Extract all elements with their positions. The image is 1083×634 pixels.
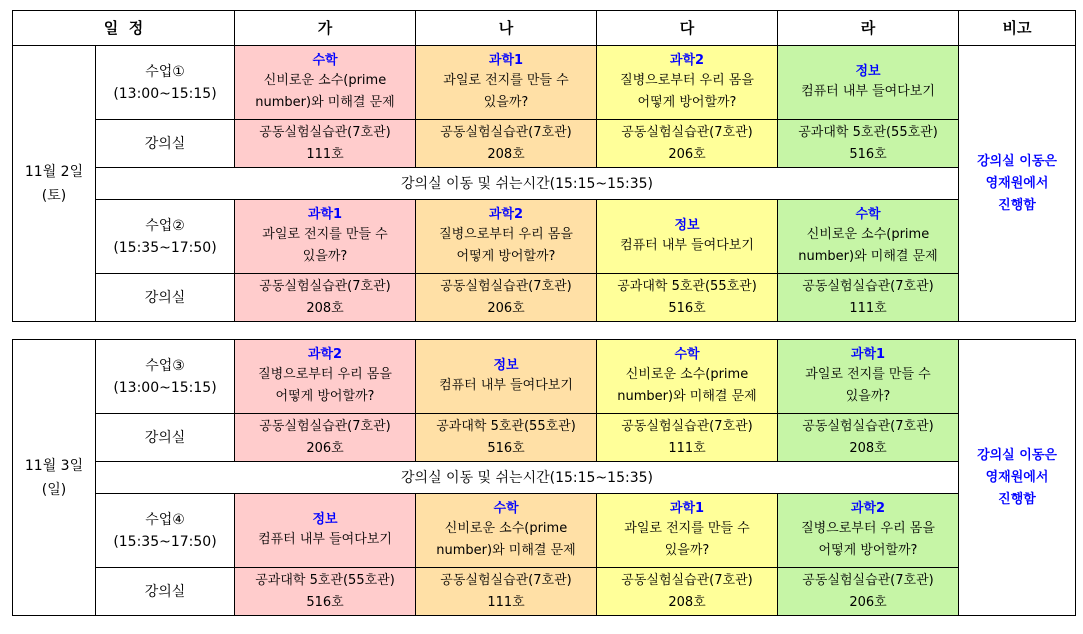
room-cell — [597, 414, 778, 462]
session-name: 수업① — [145, 63, 185, 80]
topic-line: 질병으로부터 우리 몸을 — [620, 73, 754, 88]
room-label: 강의실 — [96, 274, 235, 322]
topic-line: 신비로운 소수(prime — [625, 367, 749, 382]
class-cell — [416, 46, 597, 120]
session-row — [13, 340, 1076, 414]
session-name: 수업③ — [145, 357, 185, 374]
note-line: 영재원에서 — [985, 469, 1049, 485]
weekday-text: (일) — [41, 481, 67, 498]
date-cell — [13, 46, 96, 322]
note-cell — [959, 340, 1076, 616]
header-na: 나 — [416, 11, 597, 46]
room-number: 516호 — [487, 440, 525, 456]
session-name: 수업② — [145, 217, 185, 234]
topic-line: 있을까? — [302, 249, 348, 264]
class-cell — [597, 46, 778, 120]
session-row — [13, 46, 1076, 120]
topic-line: 질병으로부터 우리 몸을 — [258, 367, 392, 382]
topic-line: 컴퓨터 내부 들여다보기 — [620, 238, 754, 253]
room-building: 공동실험실습관(7호관) — [440, 572, 572, 588]
room-row — [13, 568, 1076, 616]
room-building: 공동실험실습관(7호관) — [440, 278, 572, 294]
room-number: 208호 — [306, 300, 344, 316]
class-cell — [778, 46, 959, 120]
topic-line: 질병으로부터 우리 몸을 — [801, 521, 935, 536]
break-row — [13, 168, 1076, 200]
topic-line: 과일로 전지를 만들 수 — [805, 367, 931, 382]
topic-line: 신비로운 소수(prime — [444, 521, 568, 536]
session-label — [96, 200, 235, 274]
room-building: 공동실험실습관(7호관) — [802, 278, 934, 294]
room-cell — [416, 414, 597, 462]
session-label — [96, 340, 235, 414]
room-building: 공동실험실습관(7호관) — [621, 572, 753, 588]
room-label: 강의실 — [96, 568, 235, 616]
room-building: 공동실험실습관(7호관) — [621, 418, 753, 434]
subject: 과학2 — [669, 53, 705, 68]
room-label: 강의실 — [96, 120, 235, 168]
room-cell — [597, 120, 778, 168]
room-cell — [416, 120, 597, 168]
room-number: 206호 — [668, 146, 706, 162]
topic-line: 컴퓨터 내부 들여다보기 — [801, 84, 935, 99]
class-cell — [416, 340, 597, 414]
class-cell — [416, 200, 597, 274]
class-cell — [597, 340, 778, 414]
room-cell — [597, 568, 778, 616]
topic-line: 과일로 전지를 만들 수 — [443, 73, 569, 88]
topic-line: 신비로운 소수(prime — [806, 227, 930, 242]
subject: 정보 — [855, 64, 881, 79]
class-cell — [778, 340, 959, 414]
subject: 과학1 — [669, 501, 705, 516]
schedule-table-day2 — [12, 339, 1076, 616]
session-name: 수업④ — [145, 511, 185, 528]
header-row — [13, 11, 1076, 46]
class-cell — [235, 46, 416, 120]
room-number: 111호 — [849, 300, 887, 316]
room-row — [13, 120, 1076, 168]
topic-line: 과일로 전지를 만들 수 — [262, 227, 388, 242]
room-building: 공동실험실습관(7호관) — [259, 278, 391, 294]
session-label — [96, 46, 235, 120]
subject: 정보 — [674, 218, 700, 233]
class-cell — [235, 340, 416, 414]
note-line: 강의실 이동은 — [977, 447, 1057, 463]
class-cell — [597, 200, 778, 274]
topic-line: 과일로 전지를 만들 수 — [624, 521, 750, 536]
room-number: 208호 — [487, 146, 525, 162]
topic-line: 어떻게 방어할까? — [275, 389, 375, 404]
topic-line: 어떻게 방어할까? — [456, 249, 556, 264]
topic-line: 컴퓨터 내부 들여다보기 — [439, 378, 573, 393]
room-cell — [597, 274, 778, 322]
subject: 정보 — [493, 358, 519, 373]
session-row — [13, 200, 1076, 274]
header-ra: 라 — [778, 11, 959, 46]
note-line: 진행함 — [998, 491, 1036, 507]
subject: 과학1 — [850, 347, 886, 362]
room-number: 111호 — [668, 440, 706, 456]
topic-line: 어떻게 방어할까? — [818, 543, 918, 558]
class-cell — [778, 494, 959, 568]
room-number: 208호 — [668, 594, 706, 610]
topic-line: 질병으로부터 우리 몸을 — [439, 227, 573, 242]
room-number: 206호 — [306, 440, 344, 456]
header-schedule: 일 정 — [13, 11, 235, 46]
subject: 수학 — [312, 53, 338, 68]
room-cell — [235, 120, 416, 168]
subject: 과학2 — [307, 347, 343, 362]
room-building: 공동실험실습관(7호관) — [259, 418, 391, 434]
subject: 수학 — [493, 501, 519, 516]
room-number: 516호 — [849, 146, 887, 162]
note-line: 진행함 — [998, 197, 1036, 213]
room-row — [13, 274, 1076, 322]
subject: 과학2 — [488, 207, 524, 222]
subject: 정보 — [312, 512, 338, 527]
room-building: 공동실험실습관(7호관) — [802, 418, 934, 434]
topic-line: 컴퓨터 내부 들여다보기 — [258, 532, 392, 547]
topic-line: number)와 미해결 문제 — [617, 389, 757, 404]
session-label — [96, 494, 235, 568]
room-number: 516호 — [668, 300, 706, 316]
session-time: (15:35~17:50) — [113, 239, 217, 256]
room-number: 206호 — [487, 300, 525, 316]
room-row — [13, 414, 1076, 462]
weekday-text: (토) — [41, 187, 67, 204]
subject: 과학1 — [307, 207, 343, 222]
room-cell — [778, 120, 959, 168]
topic-line: number)와 미해결 문제 — [436, 543, 576, 558]
header-da: 다 — [597, 11, 778, 46]
date-cell — [13, 340, 96, 616]
room-building: 공동실험실습관(7호관) — [259, 124, 391, 140]
room-number: 111호 — [487, 594, 525, 610]
class-cell — [778, 200, 959, 274]
room-cell — [778, 274, 959, 322]
room-label: 강의실 — [96, 414, 235, 462]
subject: 과학2 — [850, 501, 886, 516]
subject: 과학1 — [488, 53, 524, 68]
session-time: (13:00~15:15) — [113, 85, 217, 102]
break-text: 강의실 이동 및 쉬는시간(15:15~15:35) — [96, 168, 959, 200]
header-note: 비고 — [959, 11, 1076, 46]
room-building: 공과대학 5호관(55호관) — [255, 572, 395, 588]
room-number: 206호 — [849, 594, 887, 610]
room-building: 공동실험실습관(7호관) — [440, 124, 572, 140]
room-cell — [778, 414, 959, 462]
topic-line: number)와 미해결 문제 — [798, 249, 938, 264]
header-ga: 가 — [235, 11, 416, 46]
room-number: 208호 — [849, 440, 887, 456]
room-building: 공과대학 5호관(55호관) — [436, 418, 576, 434]
room-building: 공동실험실습관(7호관) — [802, 572, 934, 588]
topic-line: 있을까? — [664, 543, 710, 558]
date-text: 11월 3일 — [24, 457, 84, 474]
room-building: 공과대학 5호관(55호관) — [617, 278, 757, 294]
date-text: 11월 2일 — [24, 163, 84, 180]
room-cell — [235, 274, 416, 322]
session-row — [13, 494, 1076, 568]
subject: 수학 — [674, 347, 700, 362]
room-cell — [235, 568, 416, 616]
room-cell — [416, 274, 597, 322]
topic-line: 있을까? — [483, 95, 529, 110]
room-building: 공과대학 5호관(55호관) — [798, 124, 938, 140]
room-number: 111호 — [306, 146, 344, 162]
note-line: 영재원에서 — [985, 175, 1049, 191]
topic-line: number)와 미해결 문제 — [255, 95, 395, 110]
room-cell — [235, 414, 416, 462]
note-cell — [959, 46, 1076, 322]
room-number: 516호 — [306, 594, 344, 610]
schedule-table-day1 — [12, 10, 1076, 322]
session-time: (13:00~15:15) — [113, 379, 217, 396]
break-text: 강의실 이동 및 쉬는시간(15:15~15:35) — [96, 462, 959, 494]
class-cell — [597, 494, 778, 568]
topic-line: 어떻게 방어할까? — [637, 95, 737, 110]
topic-line: 있을까? — [845, 389, 891, 404]
room-cell — [778, 568, 959, 616]
room-building: 공동실험실습관(7호관) — [621, 124, 753, 140]
class-cell — [235, 200, 416, 274]
class-cell — [416, 494, 597, 568]
session-time: (15:35~17:50) — [113, 533, 217, 550]
class-cell — [235, 494, 416, 568]
subject: 수학 — [855, 207, 881, 222]
note-line: 강의실 이동은 — [977, 153, 1057, 169]
break-row — [13, 462, 1076, 494]
room-cell — [416, 568, 597, 616]
topic-line: 신비로운 소수(prime — [263, 73, 387, 88]
